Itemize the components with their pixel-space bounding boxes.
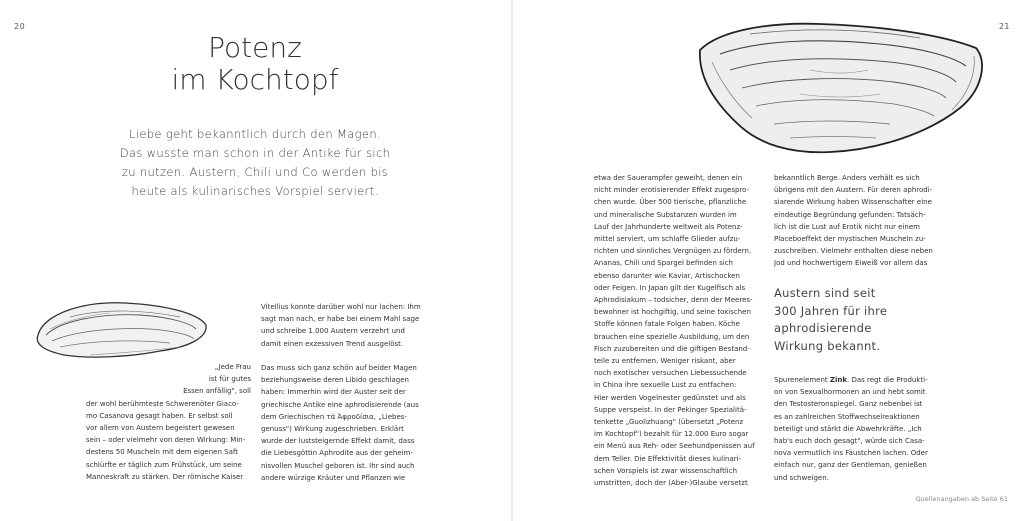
text-line: Das muss sich ganz schön auf beider Magen	[261, 364, 417, 372]
text-line: mittel serviert, um schlaffe Glieder aufzu-	[594, 235, 741, 244]
text-line: Vitellius konnte darüber wohl nur lachen: Ihm	[261, 303, 421, 311]
text-line: schlürfte er täglich zum Frühstück, um seine	[86, 460, 242, 469]
text-column-5	[774, 374, 944, 484]
text-line: ebenso darunter wie Kaviar, Artischocken	[594, 271, 740, 280]
bold-term: Zink	[829, 376, 848, 384]
text-line: richten und sinnliches Vergnügen zu fördern.	[594, 247, 752, 256]
oyster-illustration-small	[30, 295, 210, 365]
pull-quote-line: aphrodisierende	[774, 321, 872, 335]
text-line: haben: Immerhin wird der Auster seit der	[261, 388, 406, 397]
text-line: Suppe verspeist. In der Pekinger Spezialitä-	[594, 405, 747, 414]
text-line: und schweigen.	[774, 473, 829, 482]
text-line: umstritten, doch der (Aber-)Glaube versetzt	[594, 479, 748, 488]
intro-paragraph	[110, 125, 400, 201]
text-line: tenkette „Guolizhuang" (übersetzt „Potenz	[594, 418, 744, 427]
text-line: die Liebesgöttin Aphrodite aus der geheim-	[261, 449, 413, 458]
text-line: es an zahlreichen Stoffwechselreaktionen	[774, 412, 920, 421]
text-line: und mineralische Substanzen wurden im	[594, 210, 737, 219]
text-line: griechische Antike eine aphrodisierende (aus	[261, 400, 419, 409]
intro-line: heute als kulinarisches Vorspiel serviert.	[131, 184, 379, 198]
text-line: damit einen exzessiven Trend ausgelöst.	[261, 339, 404, 348]
text-line: Aphrodisiakum – todsicher, denn der Meeres-	[594, 296, 753, 305]
text-line: on von Sexualhormonen an und hebt somit	[774, 388, 926, 397]
text-line	[261, 350, 431, 362]
intro-line: Das wusste man schon in der Antike für sich	[119, 146, 391, 160]
text-line: Placeboeffekt der mystischen Muscheln zu-	[774, 235, 926, 244]
text-line: destens 50 Muscheln mit dem eigenen Saft	[86, 448, 238, 457]
text-line: Stoffe können fatale Folgen haben. Köche	[594, 320, 740, 329]
text-line: zuschreiben. Vielmehr enthalten diese neben	[774, 247, 933, 256]
page-number-left: 20	[14, 22, 26, 31]
quote-line: ist für gutes	[208, 375, 251, 384]
intro-line: Liebe geht bekanntlich durch den Magen.	[129, 127, 381, 141]
text-line: vor allem von Austern begeistert gewesen	[86, 424, 235, 433]
page-gutter	[511, 0, 513, 521]
text-line: und schreibe 1.000 Austern verzehrt und	[261, 327, 405, 336]
text-line: Jod und hochwertigem Eiweiß vor allem das	[774, 259, 928, 268]
text-line-first	[774, 374, 944, 386]
pull-quote	[774, 285, 944, 355]
text-line: siarende Wirkung haben Wissenschafter eine	[774, 198, 932, 207]
intro-line: zu nutzen. Austern, Chili und Co werden bis	[121, 165, 389, 179]
text-line: in China ihre sexuelle Lust zu entfachen:	[594, 381, 737, 390]
text-line: teile zu entfernen. Weniger riskant, aber	[594, 357, 736, 366]
text-line: oder Feigen. In Japan gilt der Kugelfisch als	[594, 283, 746, 292]
article-title	[130, 32, 380, 96]
text-line: Manneskraft zu stärken. Der römische Kaiser	[86, 472, 244, 481]
text-line: ein Menü aus Reh- oder Seehundpenissen auf	[594, 442, 755, 451]
text-line: brauchen eine spezielle Ausbildung, um den	[594, 332, 750, 341]
text-line: beziehungsweise deren Libido geschlagen	[261, 376, 409, 385]
text-line: schen Vorspiels ist zwar wissenschaftlich	[594, 466, 738, 475]
text-column-2	[261, 301, 431, 484]
text-line: andere würzige Kräuter und Pflanzen wie	[261, 473, 406, 482]
pull-quote-line: Austern sind seit	[774, 286, 876, 300]
text-line: bekanntlich Berge. Anders verhält es sich	[774, 174, 920, 182]
text-line: mo Casanova gesagt haben. Er selbst soll	[86, 411, 233, 420]
text-line: sagt man nach, er habe bei einem Mahl sage	[261, 315, 420, 324]
text-line: Ananas, Chili und Spargel befinden sich	[594, 259, 733, 268]
text-line: im Kochtopf") bezahlt für 12.000 Euro sogar	[594, 430, 749, 439]
title-line: Potenz	[208, 31, 302, 64]
text-line: chen wurde. Über 500 tierische, pflanzliche	[594, 198, 747, 207]
text-line: lich ist die Lust auf Erotik nicht nur einem	[774, 222, 920, 231]
text-line: der wohl berühmteste Schwerenöter Giaco-	[86, 399, 239, 408]
text-line: Lauf der Jahrhunderte weltweit als Potenz-	[594, 222, 743, 231]
text-line: den Testosteronspiegel. Ganz nebenbei ist	[774, 400, 923, 409]
text-segment: Spurenelement	[774, 376, 830, 384]
text-line: dem Teller. Die Effektivität dieses kulinari-	[594, 454, 742, 463]
text-line: Fisch zuzubereiten und die giftigen Bestand-	[594, 344, 750, 353]
quote-line: Essen anfällig", soll	[183, 387, 251, 396]
pull-quote-line: Wirkung bekannt.	[774, 338, 881, 353]
text-line: genuss") Wirkung zugeschrieben. Erklärt	[261, 425, 404, 434]
text-line: noch exotischer versuchen Liebessuchende	[594, 369, 747, 378]
text-line: eindeutige Begründung gefunden: Tatsäch-	[774, 210, 926, 219]
text-line: nova vermutlich ins Fäustchen lachen. Oder	[774, 449, 928, 458]
text-line: sein – oder vielmehr von deren Wirkung: Min-	[86, 436, 246, 445]
quote-line: „Jede Frau	[214, 363, 251, 371]
text-line: übrigens mit den Austern. Für deren aphrodi-	[774, 186, 933, 195]
text-column-1	[86, 361, 251, 483]
text-line: einfach nur, ganz der Gentleman, genießen	[774, 461, 927, 470]
text-line: dem Griechischen τά Άφροδίσια, „Liebes-	[261, 412, 407, 421]
title-line: im Kochtopf	[171, 63, 339, 96]
oyster-illustration-large	[690, 10, 990, 160]
pull-quote-line: 300 Jahren für ihre	[774, 303, 888, 318]
text-line: hab's euch doch gesagt", würde sich Casa-	[774, 437, 925, 446]
text-line: etwa der Sauerampfer geweiht, denen ein	[594, 174, 743, 182]
text-line: bewohner ist hochgiftig, und seine toxischen	[594, 308, 751, 317]
text-line: nicht minder erotisierender Effekt zugespro-	[594, 186, 750, 195]
text-line: wurde der luststeigernde Effekt damit, dass	[261, 437, 415, 446]
text-column-4	[774, 172, 944, 270]
text-line: beteiligt und stärkt die Abwehrkräfte. „Ich	[774, 424, 922, 433]
footnote-sources: Quellenangaben ab Seite 61	[915, 495, 1008, 503]
text-line: Hier werden Vogelnester gedünstet und als	[594, 393, 746, 402]
text-column-3	[594, 172, 759, 489]
page-number-right: 21	[998, 22, 1010, 31]
text-segment: . Das regt die Produkti-	[847, 376, 928, 384]
text-line: nisvollen Muschel geboren ist. Ihr sind auch	[261, 461, 415, 470]
